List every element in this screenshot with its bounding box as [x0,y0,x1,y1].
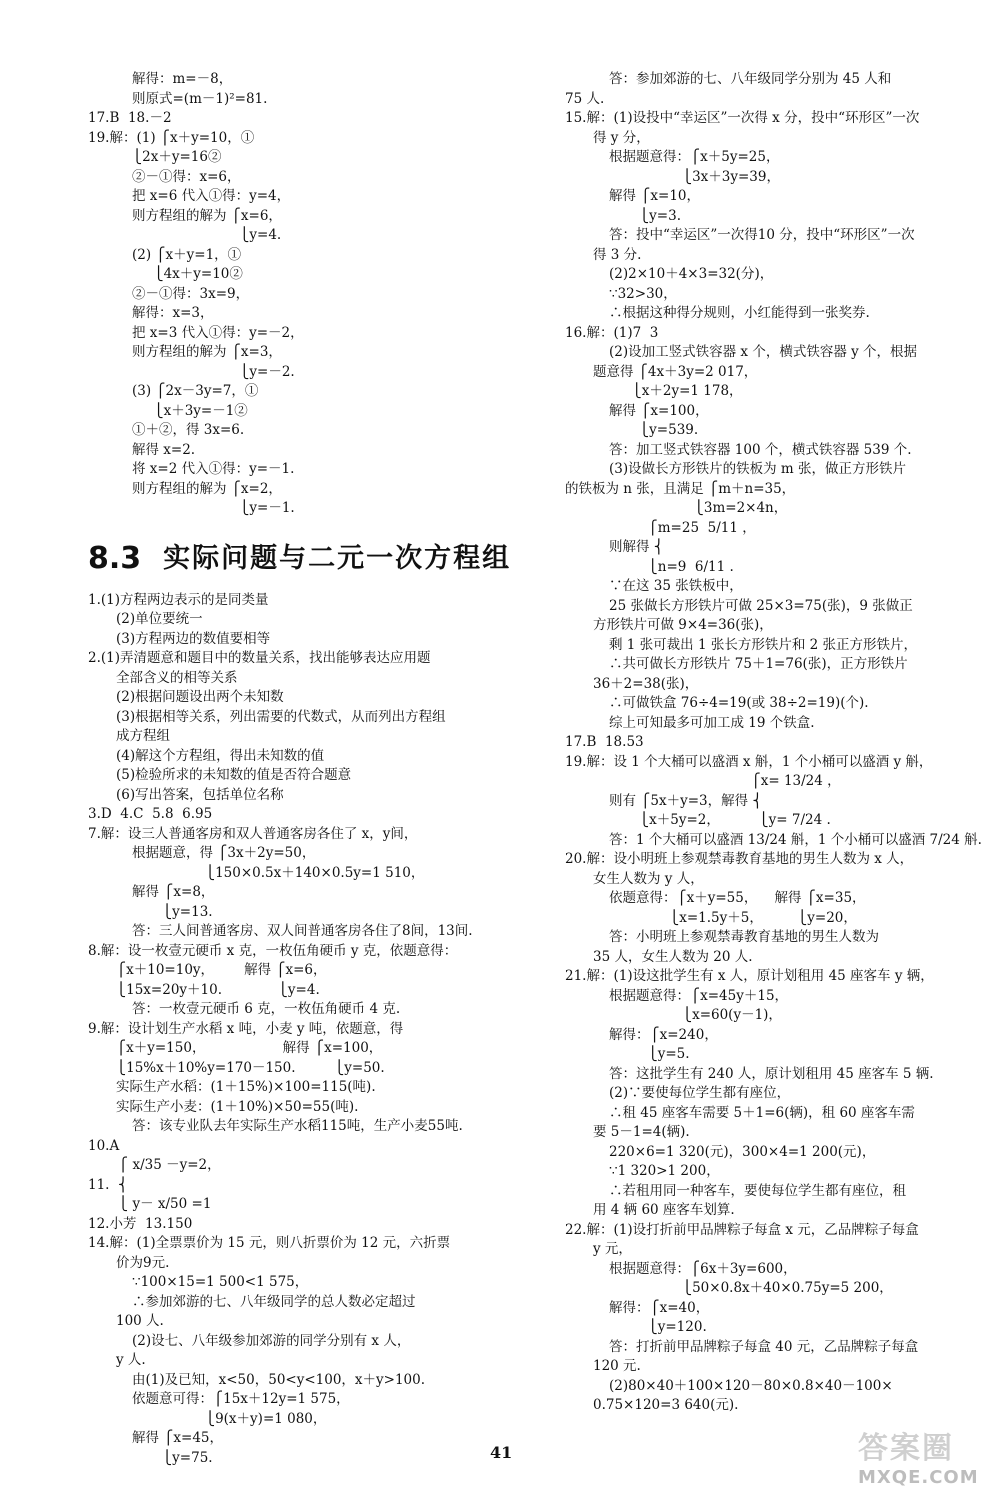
text-line: 7.解：设三人普通客房和双人普通客房各住了 x，y间， [88,825,418,842]
text-line: 得 3 分. [593,246,642,263]
text-line: 75 人. [565,90,605,107]
text-line: 实际生产水稻：(1＋15%)×100=115(吨). [116,1079,376,1095]
text-line: 17.B 18.－2 [88,110,172,126]
text-line: 解得：x=3， [132,305,214,321]
text-line: (2)2×10＋4×3=32(分)， [609,266,774,282]
text-line: 成方程组 [116,728,170,744]
text-line: 实际生产小麦：(1＋10%)×50=55(吨). [116,1098,359,1115]
text-line: ⎩150×0.5x＋140×0.5y=1 510， [132,864,425,881]
text-line: 则方程组的解为 ⎧x=3， [132,344,282,360]
text-line: (2)80×40＋100×120－80×0.8×40－100× [609,1377,893,1394]
text-line: ⎩x＋5y=2， ⎩y= 7/24 . [609,812,831,828]
text-line: ⎩9(x＋y)=1 080， [132,1410,327,1427]
text-line: 8.解：设一枚壹元硬币 x 克，一枚伍角硬币 y 克，依题意得： [88,942,458,959]
text-line: 36＋2=38(张)， [593,675,699,692]
text-line: ⎩15%x＋10%y=170－150. ⎩y=50. [116,1059,385,1076]
text-line: 20.解：设小明班上参观禁毒教育基地的男生人数为 x 人， [565,851,914,867]
text-line: (5)检验所求的未知数的值是否符合题意 [116,767,352,783]
text-line: ⎩y=539. [609,422,699,438]
text-line: 答：打折前甲品牌粽子每盒 40 元，乙品牌粽子每盒 [609,1338,919,1355]
text-line: ∴共可做长方形铁片 75＋1=76(张)，正方形铁片 [609,656,908,672]
text-line: ⎧m=25 5/11 ， [609,519,756,536]
text-line: (2)根据问题设出两个未知数 [116,689,284,705]
text-line: ∴租 45 座客车需要 5＋1=6(辆)，租 60 座客车需 [609,1104,915,1121]
text-line: 35 人，女生人数为 20 人. [593,948,753,965]
text-line: 则解得 ⎨ [609,539,664,555]
text-line: (2) ⎧x＋y=1，① [132,246,242,263]
text-line: 答：该专业队去年实际生产水稻115吨，生产小麦55吨. [132,1118,463,1134]
text-line: 3.D 4.C 5.8 6.95 [88,806,213,822]
watermark-top-text: 答案圈 [858,1431,954,1466]
text-line: 剩 1 张可裁出 1 张长方形铁片和 2 张正方形铁片， [609,636,918,653]
section-number: 8.3 [88,540,142,576]
text-line: ∵100×15=1 500<1 575， [132,1274,309,1290]
text-line: (3) ⎧2x－3y=7，① [132,383,259,399]
text-line: ⎩y=75. [132,1449,213,1466]
text-line: 9.解：设计划生产水稻 x 吨，小麦 y 吨，依题意，得 [88,1020,404,1037]
text-line: ①＋②，得 3x=6. [132,422,245,438]
text-line: 19.解：设 1 个大桶可以盛酒 x 斛，1 个小桶可以盛酒 y 斛， [565,753,933,770]
text-line: 25 张做长方形铁片可做 25×3=75(张)，9 张做正 [609,597,913,614]
text-line: y 人. [116,1352,146,1368]
text-line: ∵在这 35 张铁板中， [609,578,743,594]
text-line: 方形铁片可做 9×4=36(张)， [593,617,773,633]
text-line: ⎧ x/35 －y=2， [88,1157,221,1173]
text-line: 答：小明班上参观禁毒教育基地的男生人数为 [609,929,879,945]
text-line: 21.解：(1)设这批学生有 x 人，原计划租用 45 座客车 y 辆， [565,968,934,984]
text-line: ⎩3m=2×4n， [565,500,788,516]
text-line: 19.解：(1) ⎧x＋y=10，① [88,129,255,146]
text-line: 根据题意得：⎧x＋5y=25， [609,149,780,165]
text-line: ⎩4x＋y=10② [132,266,243,282]
text-line: ⎩y=13. [132,903,213,920]
text-line: (2)∵要使每位学生都有座位， [609,1085,791,1101]
text-line: 解得 ⎧x=10， [609,188,701,204]
text-line: (2)设七、八年级参加郊游的同学分别有 x 人， [132,1332,411,1349]
text-line: 10.A [88,1137,120,1154]
text-line: 解得：⎧x=40， [609,1299,710,1316]
text-line: 的铁板为 n 张，且满足 ⎧m＋n=35， [565,480,796,497]
text-line: 答：加工竖式铁容器 100 个，横式铁容器 539 个. [609,441,912,458]
text-line: 120 元. [593,1358,641,1374]
text-line: ∵32>30， [609,285,677,302]
text-line: 解得 ⎧x=8， [132,884,215,900]
text-line: 答：投中“幸运区”一次得10 分，投中“环形区”一次 [609,227,915,243]
text-line: ∵1 320>1 200， [609,1163,720,1179]
text-line: 22.解：(1)设打折前甲品牌粽子每盒 x 元，乙品牌粽子每盒 [565,1221,919,1238]
text-line: ⎧x＋y=150， 解得 ⎧x=100， [116,1040,383,1056]
left-bottom-block [88,591,518,1469]
text-line: ⎩x=1.5y＋5， ⎩y=20， [609,909,857,926]
text-line: 根据题意得：⎧6x＋3y=600， [609,1260,797,1277]
text-line: 220×6=1 320(元)，300×4=1 200(元)， [609,1143,876,1160]
text-line: 依题意可得：⎧15x＋12y=1 575， [132,1391,350,1407]
watermark-logo [858,1423,978,1495]
text-line: ∴参加郊游的七、八年级同学的总人数必定超过 [132,1293,416,1310]
text-line: (6)写出答案，包括单位名称 [116,786,284,803]
text-line: ⎩y=－2. [132,363,295,380]
text-line: ⎩2x＋y=16② [132,149,222,165]
text-line: ②－①得：3x=9， [132,285,250,302]
text-line: ⎩x＋2y=1 178， [593,383,743,399]
text-line: 解得 ⎧x=45， [132,1430,224,1446]
page-number: 41 [490,1443,513,1462]
text-line: 将 x=2 代入①得：y=－1. [132,461,295,477]
text-line: 依题意得：⎧x＋y=55， 解得 ⎧x=35， [609,890,866,906]
text-line: 2.(1)弄清题意和题目中的数量关系，找出能够表达应用题 [88,650,431,666]
text-line: ∴可做铁盒 76÷4=19(或 38÷2=19)(个). [609,695,869,711]
text-line: 则方程组的解为 ⎧x=2， [132,480,282,497]
text-line: ⎩y=120. [609,1319,707,1335]
text-line: ⎩x＋3y=－1② [132,402,248,419]
text-line: (3)设做长方形铁片的铁板为 m 张，做正方形铁片 [609,461,907,477]
section-heading [88,537,518,581]
text-line: ⎩15x=20y＋10. ⎩y=4. [116,981,320,998]
text-line: ⎩x=60(y－1)， [609,1007,782,1023]
text-line: 解得：m=－8， [132,71,233,87]
text-line: 题意得 ⎧4x＋3y=2 017， [593,363,758,380]
text-line: 把 x=3 代入①得：y=－2， [132,324,304,341]
text-line: 综上可知最多可加工成 19 个铁盒. [609,714,815,731]
left-column [88,70,518,1468]
text-line: 15.解：(1)设投中“幸运区”一次得 x 分，投中“环形区”一次 [565,110,920,126]
text-line: 11. ⎨ [88,1176,129,1193]
text-line: ⎩y=－1. [132,500,295,516]
text-line: 答：一枚壹元硬币 6 克，一枚伍角硬币 4 克. [132,1001,401,1017]
text-line: 16.解：(1)7 3 [565,324,659,341]
text-line: 女生人数为 y 人， [593,870,704,887]
text-line: 14.解：(1)全票票价为 15 元，则八折票价为 12 元，六折票 [88,1235,451,1251]
text-line: 1.(1)方程两边表示的是同类量 [88,591,269,608]
text-line: 解得 ⎧x=100， [609,402,709,419]
text-line: 用 4 辆 60 座客车划算. [593,1202,735,1218]
text-line: 由(1)及已知，x<50，50<y<100，x＋y>100. [132,1371,426,1388]
right-block [565,70,985,1416]
text-line: ⎩3x＋3y=39， [609,168,780,185]
text-line: 全部含义的相等关系 [116,669,238,686]
text-line: 解得：⎧x=240， [609,1026,718,1043]
text-line: 则方程组的解为 ⎧x=6， [132,207,282,224]
text-line: ⎩y=4. [132,227,282,243]
text-line: 根据题意，得 ⎧3x＋2y=50， [132,845,316,861]
text-line: ⎩ y－ x/50 =1 [88,1196,212,1212]
left-top-block [88,70,518,519]
text-line: ⎧x= 13/24 ， [609,773,841,789]
text-line: 答：三人间普通客房、双人间普通客房各住了8间，13间. [132,923,473,939]
text-line: (4)解这个方程组，得出未知数的值 [116,747,325,764]
text-line: ⎩y=3. [609,207,681,224]
text-line: (2)单位要统一 [116,611,203,627]
text-line: 把 x=6 代入①得：y=4， [132,188,291,204]
text-line: (3)根据相等关系，列出需要的代数式，从而列出方程组 [116,708,446,725]
text-line: 100 人. [116,1313,164,1329]
text-line: ②－①得：x=6， [132,168,241,185]
text-line: 答：这批学生有 240 人，原计划租用 45 座客车 5 辆. [609,1065,934,1082]
text-line: 则有 ⎧5x＋y=3，解得 ⎨ [609,792,763,809]
text-line: 0.75×120=3 640(元). [593,1397,739,1413]
text-line: 要 5－1=4(辆). [593,1124,690,1140]
text-line: 则原式=(m－1)²=81. [132,90,268,107]
text-line: 12.小芳 13.150 [88,1215,193,1232]
text-line: ⎩y=5. [609,1046,690,1062]
text-line: 价为9元. [116,1254,170,1271]
text-line: ⎩50×0.8x＋40×0.75y=5 200， [609,1280,893,1296]
text-line: 答：参加郊游的七、八年级同学分别为 45 人和 [609,71,892,87]
text-line: ⎩n=9 6/11 . [609,558,734,575]
text-line: (3)方程两边的数值要相等 [116,630,271,647]
text-line: 17.B 18.53 [565,734,644,750]
text-line: y 元， [593,1241,632,1257]
text-line: (2)设加工竖式铁容器 x 个，横式铁容器 y 个，根据 [609,344,918,360]
text-line: ∴根据这种得分规则，小红能得到一张奖券. [609,305,870,321]
text-line: ∴若租用同一种客车，要使每位学生都有座位，租 [609,1182,906,1199]
text-line: ⎧x＋10=10y， 解得 ⎧x=6， [116,962,327,978]
right-column [565,70,985,1416]
text-line: 得 y 分， [593,129,650,146]
section-title: 实际问题与二元一次方程组 [163,542,512,574]
text-line: 解得 x=2. [132,441,196,458]
watermark-bottom-text: MXQE.COM [858,1467,979,1488]
text-line: 根据题意得：⎧x=45y＋15， [609,987,789,1004]
text-line: 答：1 个大桶可以盛酒 13/24 斛，1 个小桶可以盛酒 7/24 斛. [609,831,982,848]
